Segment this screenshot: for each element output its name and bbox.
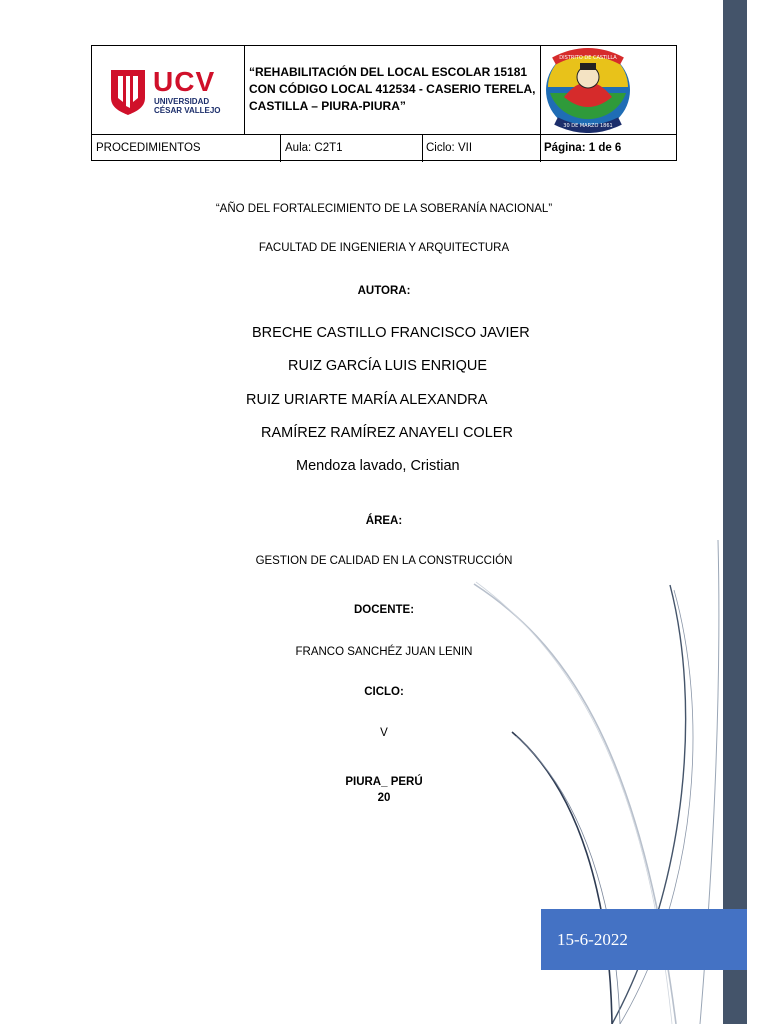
- author-3: RUIZ URIARTE MARÍA ALEXANDRA: [246, 392, 488, 408]
- project-title-line1: “REHABILITACIÓN DEL LOCAL ESCOLAR 15181: [249, 65, 528, 79]
- area-value: GESTION DE CALIDAD EN LA CONSTRUCCIÓN: [255, 555, 513, 567]
- author-1: BRECHE CASTILLO FRANCISCO JAVIER: [252, 325, 530, 341]
- date-text: 15-6-2022: [557, 930, 628, 949]
- header-table: [91, 45, 677, 161]
- area-label: ÁREA:: [365, 515, 403, 527]
- cell-ciclo: Ciclo: VII: [426, 142, 473, 154]
- cell-procedimientos: PROCEDIMIENTOS: [96, 142, 201, 154]
- cell-aula: Aula: C2T1: [285, 142, 343, 154]
- authors-label: AUTORA:: [357, 285, 411, 297]
- author-5: Mendoza lavado, Cristian: [296, 458, 460, 474]
- author-4: RAMÍREZ RAMÍREZ ANAYELI COLER: [261, 425, 513, 441]
- project-title-line2: CON CÓDIGO LOCAL 412534 - CASERIO TERELA,: [249, 82, 536, 96]
- project-title: [249, 64, 539, 115]
- place: PIURA_ PERÚ: [345, 776, 423, 788]
- faculty: FACULTAD DE INGENIERIA Y ARQUITECTURA: [258, 242, 510, 254]
- date-banner: [541, 909, 747, 970]
- ucv-logo: [109, 68, 229, 116]
- castilla-seal: [544, 47, 632, 133]
- year-motto: “AÑO DEL FORTALECIMIENTO DE LA SOBERANÍA NACIONAL”: [215, 203, 553, 215]
- ucv-line2: CÉSAR VALLEJO: [154, 106, 221, 115]
- ucv-brand-text: UCV: [153, 66, 216, 97]
- project-title-line3: CASTILLA – PIURA-PIURA”: [249, 99, 406, 113]
- ucv-line1: UNIVERSIDAD: [154, 97, 210, 106]
- seal-emblem-icon: [544, 47, 632, 133]
- year-partial: 20: [377, 792, 391, 804]
- ucv-shield-icon: [109, 68, 147, 116]
- docente-label: DOCENTE:: [353, 604, 415, 616]
- seal-bottom-text: 30 DE MARZO 1861: [563, 123, 613, 129]
- ciclo-label: CICLO:: [364, 686, 404, 698]
- seal-top-text: DISTRITO DE CASTILLA: [559, 55, 617, 61]
- ciclo-value: V: [380, 727, 388, 739]
- docente-value: FRANCO SANCHÉZ JUAN LENIN: [295, 646, 473, 658]
- cell-pagina: Página: 1 de 6: [544, 142, 622, 154]
- author-2: RUIZ GARCÍA LUIS ENRIQUE: [288, 358, 488, 374]
